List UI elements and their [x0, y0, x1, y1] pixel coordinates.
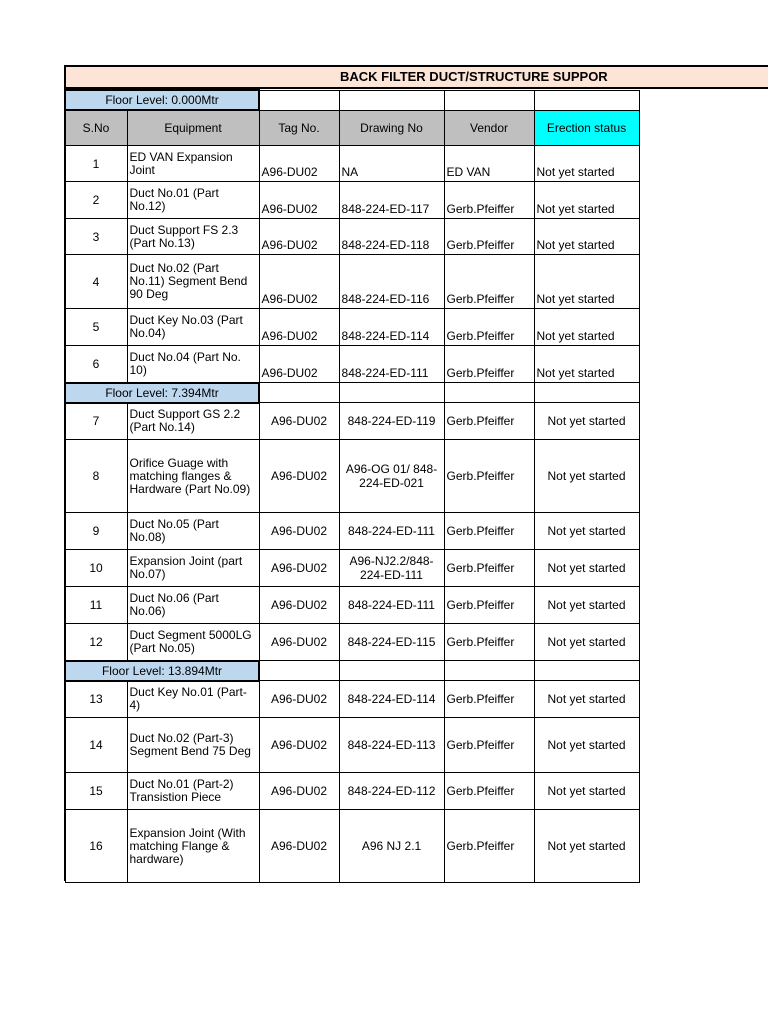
cell-tag: A96-DU02 — [259, 146, 339, 182]
cell-vendor: Gerb.Pfeiffer — [444, 346, 534, 383]
empty-cell — [444, 661, 534, 681]
empty-cell — [339, 383, 444, 403]
header-equipment: Equipment — [127, 110, 259, 146]
empty-cell — [534, 383, 639, 403]
cell-vendor: Gerb.Pfeiffer — [444, 810, 534, 883]
cell-sno: 4 — [65, 255, 127, 309]
cell-tag: A96-DU02 — [259, 255, 339, 309]
table-row — [65, 513, 639, 550]
cell-drawing: A96-OG 01/ 848-224-ED-021 — [339, 440, 444, 513]
header-row — [65, 110, 639, 146]
cell-drawing: 848-224-ED-111 — [339, 513, 444, 550]
cell-vendor: Gerb.Pfeiffer — [444, 624, 534, 661]
floor-row — [65, 661, 639, 681]
cell-drawing: 848-224-ED-112 — [339, 773, 444, 810]
cell-equipment: Duct No.05 (Part No.08) — [127, 513, 259, 550]
cell-tag: A96-DU02 — [259, 624, 339, 661]
table-row — [65, 146, 639, 182]
cell-drawing: 848-224-ED-111 — [339, 587, 444, 624]
header-status: Erection status — [534, 110, 639, 146]
empty-cell — [339, 90, 444, 110]
cell-status: Not yet started — [534, 403, 639, 440]
table-row — [65, 718, 639, 773]
cell-vendor: Gerb.Pfeiffer — [444, 309, 534, 346]
cell-sno: 8 — [65, 440, 127, 513]
cell-equipment: Duct Key No.01 (Part-4) — [127, 681, 259, 718]
empty-cell — [259, 90, 339, 110]
table-row — [65, 550, 639, 587]
table-row — [65, 624, 639, 661]
cell-sno: 1 — [65, 146, 127, 182]
cell-drawing: 848-224-ED-119 — [339, 403, 444, 440]
cell-status: Not yet started — [534, 587, 639, 624]
header-sno: S.No — [65, 110, 127, 146]
cell-sno: 5 — [65, 309, 127, 346]
floor-row — [65, 90, 639, 110]
cell-status: Not yet started — [534, 309, 639, 346]
cell-equipment: Orifice Guage with matching flanges & Hardware (Part No.09) — [127, 440, 259, 513]
cell-drawing: A96-NJ2.2/848-224-ED-111 — [339, 550, 444, 587]
cell-equipment: Duct No.04 (Part No. 10) — [127, 346, 259, 383]
cell-tag: A96-DU02 — [259, 513, 339, 550]
empty-cell — [259, 383, 339, 403]
header-drawing: Drawing No — [339, 110, 444, 146]
cell-vendor: Gerb.Pfeiffer — [444, 440, 534, 513]
cell-drawing: 848-224-ED-114 — [339, 681, 444, 718]
cell-equipment: Duct No.02 (Part No.11) Segment Bend 90 Deg — [127, 255, 259, 309]
cell-status: Not yet started — [534, 513, 639, 550]
cell-vendor: Gerb.Pfeiffer — [444, 587, 534, 624]
cell-status: Not yet started — [534, 346, 639, 383]
table-row — [65, 219, 639, 255]
header-tag: Tag No. — [259, 110, 339, 146]
cell-sno: 3 — [65, 219, 127, 255]
table-row — [65, 440, 639, 513]
title-bar — [64, 65, 768, 89]
table-row — [65, 182, 639, 219]
cell-status: Not yet started — [534, 146, 639, 182]
cell-equipment: Duct Support FS 2.3 (Part No.13) — [127, 219, 259, 255]
floor-label: Floor Level: 13.894Mtr — [65, 661, 259, 681]
cell-sno: 14 — [65, 718, 127, 773]
cell-equipment: Expansion Joint (part No.07) — [127, 550, 259, 587]
table-row — [65, 403, 639, 440]
cell-drawing: 848-224-ED-118 — [339, 219, 444, 255]
cell-tag: A96-DU02 — [259, 440, 339, 513]
cell-drawing: 848-224-ED-114 — [339, 309, 444, 346]
empty-cell — [534, 90, 639, 110]
cell-sno: 12 — [65, 624, 127, 661]
cell-equipment: Duct Support GS 2.2 (Part No.14) — [127, 403, 259, 440]
equipment-table — [64, 89, 640, 883]
cell-equipment: Duct No.02 (Part-3) Segment Bend 75 Deg — [127, 718, 259, 773]
cell-tag: A96-DU02 — [259, 550, 339, 587]
floor-row — [65, 383, 639, 403]
cell-tag: A96-DU02 — [259, 309, 339, 346]
cell-drawing: 848-224-ED-113 — [339, 718, 444, 773]
cell-sno: 15 — [65, 773, 127, 810]
cell-vendor: ED VAN — [444, 146, 534, 182]
cell-tag: A96-DU02 — [259, 182, 339, 219]
cell-sno: 11 — [65, 587, 127, 624]
cell-sno: 10 — [65, 550, 127, 587]
table-row — [65, 810, 639, 883]
cell-drawing: A96 NJ 2.1 — [339, 810, 444, 883]
cell-vendor: Gerb.Pfeiffer — [444, 550, 534, 587]
sheet-title: BACK FILTER DUCT/STRUCTURE SUPPOR — [340, 69, 608, 84]
cell-sno: 9 — [65, 513, 127, 550]
cell-tag: A96-DU02 — [259, 773, 339, 810]
cell-tag: A96-DU02 — [259, 403, 339, 440]
cell-status: Not yet started — [534, 550, 639, 587]
cell-tag: A96-DU02 — [259, 810, 339, 883]
cell-drawing: 848-224-ED-111 — [339, 346, 444, 383]
cell-vendor: Gerb.Pfeiffer — [444, 255, 534, 309]
cell-drawing: 848-224-ED-117 — [339, 182, 444, 219]
cell-sno: 13 — [65, 681, 127, 718]
cell-equipment: Duct Segment 5000LG (Part No.05) — [127, 624, 259, 661]
table-row — [65, 309, 639, 346]
cell-equipment: Duct No.06 (Part No.06) — [127, 587, 259, 624]
cell-tag: A96-DU02 — [259, 681, 339, 718]
cell-sno: 2 — [65, 182, 127, 219]
cell-status: Not yet started — [534, 718, 639, 773]
cell-tag: A96-DU02 — [259, 587, 339, 624]
cell-status: Not yet started — [534, 681, 639, 718]
cell-tag: A96-DU02 — [259, 718, 339, 773]
empty-cell — [444, 383, 534, 403]
floor-label: Floor Level: 7.394Mtr — [65, 383, 259, 403]
empty-cell — [444, 90, 534, 110]
empty-cell — [259, 661, 339, 681]
header-vendor: Vendor — [444, 110, 534, 146]
empty-cell — [339, 661, 444, 681]
cell-vendor: Gerb.Pfeiffer — [444, 681, 534, 718]
cell-status: Not yet started — [534, 810, 639, 883]
cell-sno: 7 — [65, 403, 127, 440]
cell-drawing: NA — [339, 146, 444, 182]
table-row — [65, 681, 639, 718]
cell-drawing: 848-224-ED-115 — [339, 624, 444, 661]
spreadsheet — [64, 65, 768, 866]
cell-sno: 16 — [65, 810, 127, 883]
table-row — [65, 346, 639, 383]
empty-cell — [534, 661, 639, 681]
cell-vendor: Gerb.Pfeiffer — [444, 718, 534, 773]
cell-equipment: Duct No.01 (Part-2) Transistion Piece — [127, 773, 259, 810]
cell-sno: 6 — [65, 346, 127, 383]
table-row — [65, 587, 639, 624]
table-row — [65, 255, 639, 309]
cell-tag: A96-DU02 — [259, 346, 339, 383]
cell-equipment: ED VAN Expansion Joint — [127, 146, 259, 182]
cell-status: Not yet started — [534, 624, 639, 661]
cell-status: Not yet started — [534, 773, 639, 810]
cell-vendor: Gerb.Pfeiffer — [444, 773, 534, 810]
cell-status: Not yet started — [534, 255, 639, 309]
table-row — [65, 773, 639, 810]
cell-equipment: Duct No.01 (Part No.12) — [127, 182, 259, 219]
cell-status: Not yet started — [534, 219, 639, 255]
cell-vendor: Gerb.Pfeiffer — [444, 219, 534, 255]
cell-vendor: Gerb.Pfeiffer — [444, 513, 534, 550]
cell-vendor: Gerb.Pfeiffer — [444, 182, 534, 219]
cell-drawing: 848-224-ED-116 — [339, 255, 444, 309]
cell-vendor: Gerb.Pfeiffer — [444, 403, 534, 440]
cell-tag: A96-DU02 — [259, 219, 339, 255]
cell-status: Not yet started — [534, 182, 639, 219]
cell-status: Not yet started — [534, 440, 639, 513]
cell-equipment: Duct Key No.03 (Part No.04) — [127, 309, 259, 346]
floor-label: Floor Level: 0.000Mtr — [65, 90, 259, 110]
cell-equipment: Expansion Joint (With matching Flange & hardware) — [127, 810, 259, 883]
